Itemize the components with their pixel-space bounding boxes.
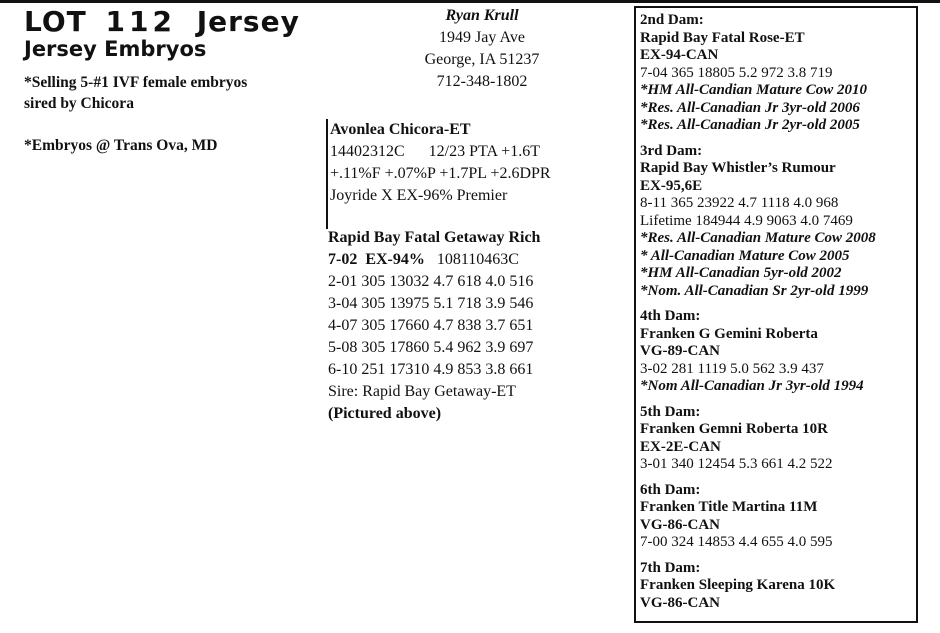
lot-title (24, 5, 300, 38)
dam-sire: Sire: Rapid Bay Getaway-ET (328, 383, 516, 400)
sire-info: Joyride X EX-96% Premier (330, 187, 508, 204)
selling-line: sired by Chicora (24, 95, 134, 112)
dam-block (328, 227, 540, 425)
pedigree-dam-record: 3-01 340 12454 5.3 661 4.2 522 (640, 456, 833, 472)
pedigree-dam-name: Franken Title Martina 11M (640, 499, 818, 515)
consignor-address: 1949 Jay Ave (439, 29, 525, 46)
pictured-note: (Pictured above) (328, 405, 442, 422)
pedigree-dam-award: * All-Canadian Mature Cow 2005 (640, 247, 850, 264)
pedigree-dam-record: Lifetime 184944 4.9 9063 4.0 7469 (640, 212, 853, 229)
dam-record: 2-01 305 13032 4.7 618 4.0 516 (328, 273, 534, 290)
pedigree-dam-award: *Nom All-Canadian Jr 3yr-old 1994 (640, 378, 864, 394)
pedigree-dam-classification: VG-86-CAN (640, 516, 720, 533)
pedigree-dam (640, 12, 916, 135)
selling-line: *Selling 5-#1 IVF female embryos (24, 74, 248, 91)
pedigree-dam-award: *Res. All-Canadian Mature Cow 2008 (640, 230, 876, 246)
pedigree-dam-award: *HM All-Canadian 5yr-old 2002 (640, 265, 842, 281)
pedigree-dam-header: 5th Dam: (640, 403, 701, 420)
pedigree-dam-award: *Res. All-Canadian Jr 3yr-old 2006 (640, 99, 860, 116)
dam-registration: 108110463C (436, 251, 519, 268)
pedigree-dam-award: *Res. All-Canadian Jr 2yr-old 2005 (640, 117, 860, 133)
pedigree-dam-classification: VG-89-CAN (640, 343, 720, 359)
lot-number: 112 (105, 5, 176, 38)
embryos-location: *Embryos @ Trans Ova, MD (24, 137, 218, 154)
pedigree-dam-header: 4th Dam: (640, 308, 701, 324)
pedigree-dam-record: 3-02 281 1119 5.0 562 3.9 437 (640, 360, 824, 377)
consignor-block (396, 5, 568, 93)
consignor-name: Ryan Krull (445, 7, 519, 24)
dam-record: 6-10 251 17310 4.9 853 3.8 661 (328, 361, 534, 378)
pedigree-dam-classification: EX-2E-CAN (640, 438, 721, 455)
pedigree-dam (640, 404, 916, 474)
dam-record: 5-08 305 17860 5.4 962 3.9 697 (328, 339, 534, 356)
pedigree-dam-name: Rapid Bay Whistler’s Rumour (640, 160, 836, 176)
sire-block (326, 119, 551, 229)
pedigree-dam-header: 6th Dam: (640, 481, 701, 498)
dam-record: 3-04 305 13975 5.1 718 3.9 546 (328, 295, 534, 312)
pedigree-dam-classification: EX-95,6E (640, 177, 703, 194)
selling-note (24, 72, 324, 114)
lot-subtitle: Jersey Embryos (24, 37, 207, 61)
pedigree-dam-award: *Nom. All-Canadian Sr 2yr-old 1999 (640, 282, 869, 299)
pedigree-dam-record: 8-11 365 23922 4.7 1118 4.0 968 (640, 195, 839, 211)
dam-record: 4-07 305 17660 4.7 838 3.7 651 (328, 317, 534, 334)
pedigree-dam-name: Franken G Gemini Roberta (640, 325, 818, 342)
consignor-city: George, IA 51237 (424, 51, 540, 68)
pedigree-dam-name: Rapid Bay Fatal Rose-ET (640, 29, 805, 46)
pedigree-dam-header: 3rd Dam: (640, 142, 703, 159)
pedigree-dam (640, 560, 916, 613)
dam-class-row (328, 249, 540, 271)
pedigree-dam-header: 7th Dam: (640, 559, 701, 576)
pedigree-dam-classification: EX-94-CAN (640, 47, 719, 63)
pedigree-dam (640, 482, 916, 552)
pedigree-dam (640, 143, 916, 301)
top-rule (0, 0, 940, 3)
pedigree-dam-record: 7-00 324 14853 4.4 655 4.0 595 (640, 534, 833, 550)
sire-info: +.11%F +.07%P +1.7PL +2.6DPR (330, 165, 551, 182)
lot-breed: Jersey (196, 5, 300, 38)
pedigree-dam-record: 7-04 365 18805 5.2 972 3.8 719 (640, 64, 833, 81)
sire-info: 14402312C 12/23 PTA +1.6T (330, 143, 540, 160)
pedigree-dam-classification: VG-86-CAN (640, 594, 720, 611)
dam-classification: 7-02 EX-94% (328, 251, 425, 268)
pedigree-dam-name: Franken Gemni Roberta 10R (640, 421, 828, 437)
pedigree-dam (640, 308, 916, 396)
pedigree-dam-award: *HM All-Candian Mature Cow 2010 (640, 82, 867, 98)
pedigree-dam-header: 2nd Dam: (640, 12, 704, 28)
dam-name: Rapid Bay Fatal Getaway Rich (328, 229, 541, 246)
pedigree-dam-name: Franken Sleeping Karena 10K (640, 577, 836, 593)
consignor-phone: 712-348-1802 (436, 73, 528, 90)
sire-name: Avonlea Chicora-ET (330, 121, 471, 138)
pedigree-box (634, 6, 918, 623)
lot-label: LOT (24, 5, 87, 38)
